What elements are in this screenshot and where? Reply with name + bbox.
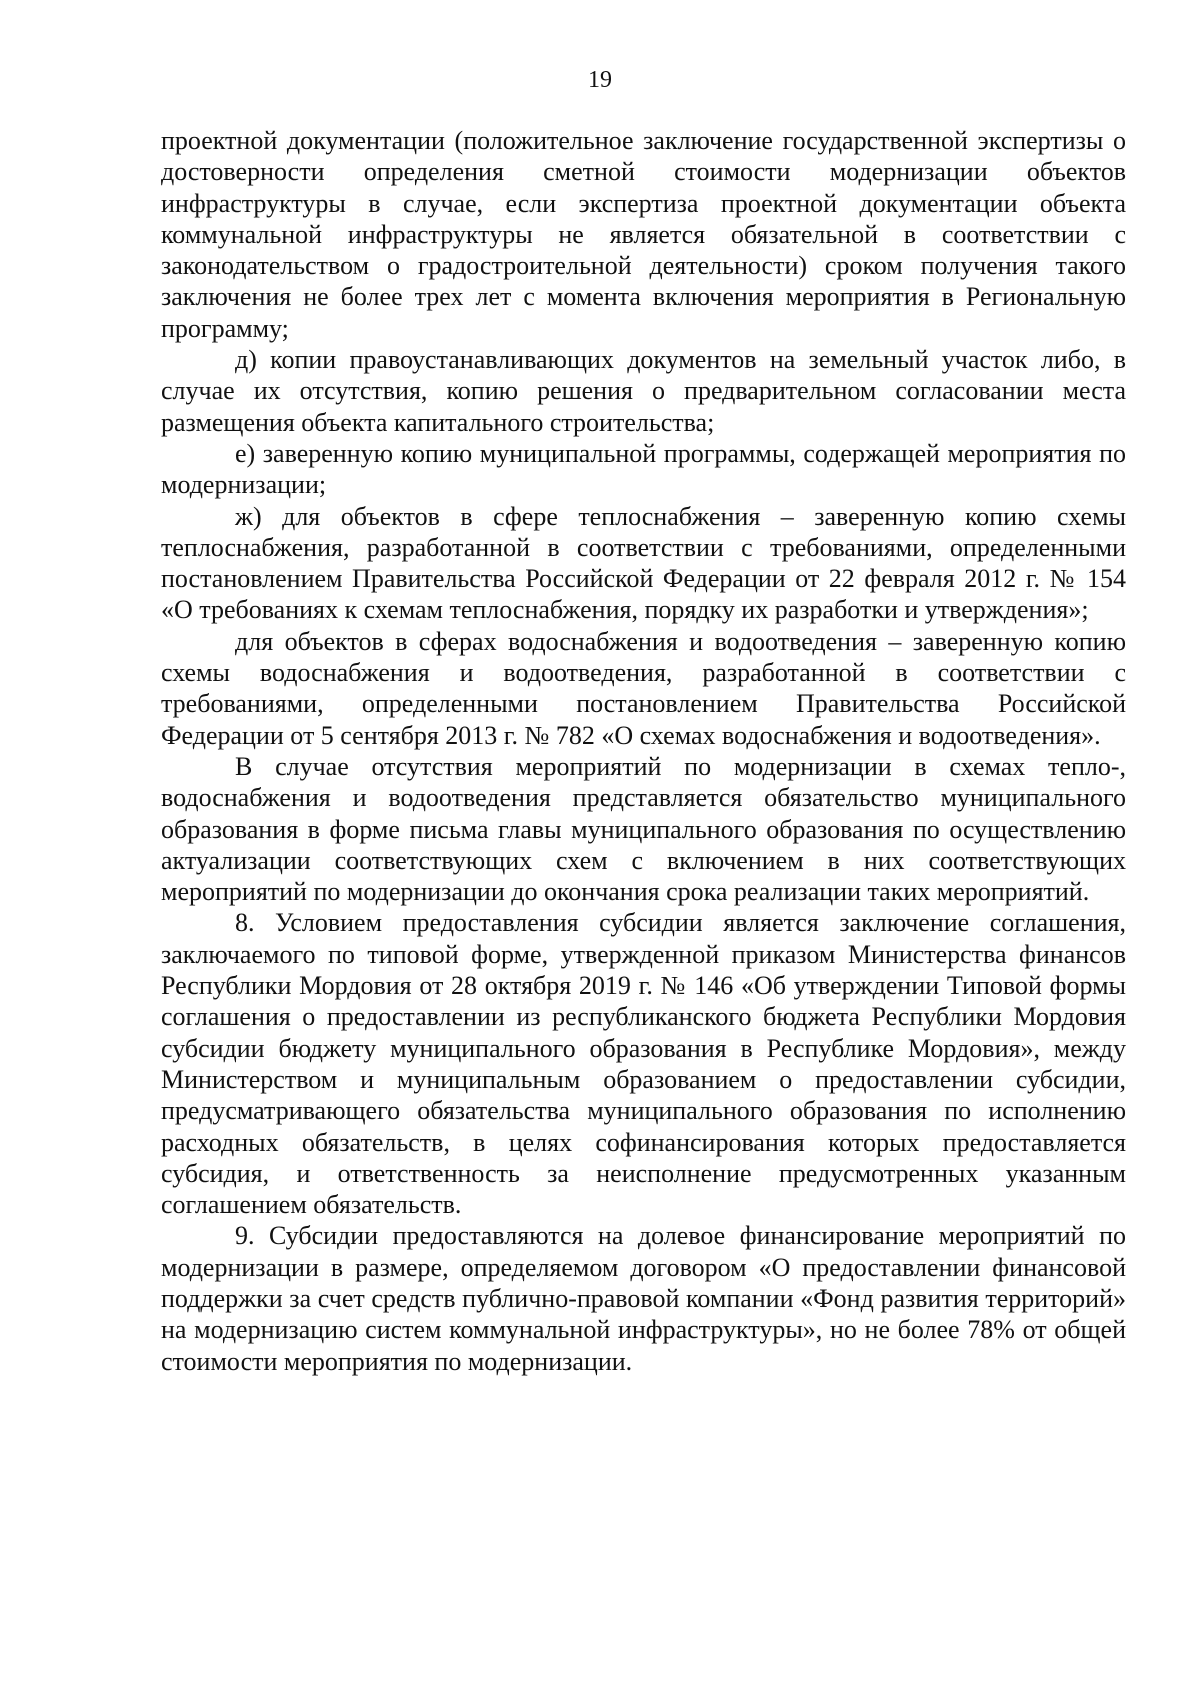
document-body — [161, 125, 1126, 1377]
paragraph-project-documentation: проектной документации (положительное заключение государственной экспертизы о достоверности определения сметной стоимости модернизации объектов инфраструктуры в случае, если экспертиза проектной документации объекта коммунальной инфраструктуры не является обязательной в соответствии с законодательством о градостроительной деятельности) сроком получения такого заключения не более трех лет с момента включения мероприятия в Региональную программу; — [161, 126, 1126, 343]
paragraph-water-supply: для объектов в сферах водоснабжения и водоотведения – заверенную копию схемы водоснабжения и водоотведения, разработанной в соответствии с требованиями, определенными постановлением Правительства Российской Федерации от 5 сентября 2013 г. № 782 «О схемах водоснабжения и водоотведения». — [161, 626, 1126, 750]
paragraph-absence-of-measures: В случае отсутствия мероприятий по модернизации в схемах тепло-, водоснабжения и водоотведения представляется обязательство муниципального образования в форме письма главы муниципального образования по осуществлению актуализации соответствующих схем с включением в них соответствующих мероприятий по модернизации до окончания срока реализации таких мероприятий. — [161, 751, 1126, 907]
paragraph-item-zh: ж) для объектов в сфере теплоснабжения – заверенную копию схемы теплоснабжения, разработанной в соответствии с требованиями, определенными постановлением Правительства Российской Федерации от 22 февраля 2012 г. № 154 «О требованиях к схемам теплоснабжения, порядку их разработки и утверждения»; — [161, 501, 1126, 625]
page-number: 19 — [588, 67, 612, 93]
paragraph-item-d: д) копии правоустанавливающих документов на земельный участок либо, в случае их отсутствия, копию решения о предварительном согласовании места размещения объекта капитального строительства; — [161, 345, 1126, 437]
paragraph-section-9: 9. Субсидии предоставляются на долевое финансирование мероприятий по модернизации в размере, определяемом договором «О предоставлении финансовой поддержки за счет средств публично-правовой компании «Фонд развития территорий» на модернизацию систем коммунальной инфраструктуры», но не более 78% от общей стоимости мероприятия по модернизации. — [161, 1221, 1126, 1376]
paragraph-section-8: 8. Условием предоставления субсидии является заключение соглашения, заключаемого по типовой форме, утвержденной приказом Министерства финансов Республики Мордовия от 28 октября 2019 г. № 146 «Об утверждении Типовой формы соглашения о предоставлении из республиканского бюджета Республики Мордовия субсидии бюджету муниципального образования в Республике Мордовия», между Министерством и муниципальным образованием о предоставлении субсидии, предусматривающего обязательства муниципального образования по исполнению расходных обязательств, в целях софинансирования которых предоставляется субсидия, и ответственность за неисполнение предусмотренных указанным соглашением обязательств. — [161, 908, 1126, 1220]
paragraph-item-e: е) заверенную копию муниципальной программы, содержащей мероприятия по модернизации; — [161, 438, 1126, 500]
